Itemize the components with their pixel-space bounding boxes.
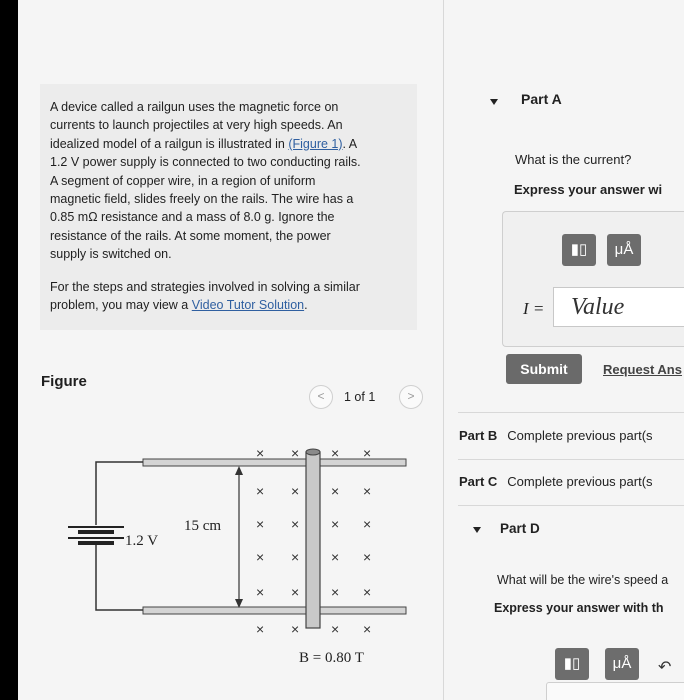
length-label: 15 cm — [184, 518, 222, 534]
part-c-title: Part C — [459, 474, 498, 489]
svg-text:×: × — [331, 445, 340, 461]
svg-text:×: × — [291, 621, 300, 637]
figure-pager-text: 1 of 1 — [344, 390, 376, 404]
svg-text:×: × — [363, 584, 372, 600]
figure-link[interactable]: (Figure 1) — [288, 136, 343, 151]
part-d-question: What will be the wire's speed a — [497, 573, 669, 587]
units-button[interactable]: μÅ — [605, 648, 639, 680]
part-a-collapse-icon[interactable] — [490, 99, 498, 105]
circuit-wire-top — [96, 462, 143, 525]
svg-text:×: × — [363, 483, 372, 499]
svg-text:×: × — [291, 516, 300, 532]
svg-text:×: × — [256, 549, 265, 565]
circuit-wire-bottom — [96, 545, 143, 610]
svg-text:×: × — [291, 549, 300, 565]
figure-label: Figure — [41, 373, 87, 390]
screen — [18, 0, 684, 700]
part-a-question: What is the current? — [515, 152, 632, 167]
svg-text:×: × — [256, 445, 265, 461]
svg-text:×: × — [363, 516, 372, 532]
svg-text:×: × — [256, 621, 265, 637]
svg-text:×: × — [363, 445, 372, 461]
part-a-instruction: Express your answer wi — [514, 182, 663, 197]
svg-text:×: × — [291, 445, 300, 461]
part-c-status: Complete previous part(s — [507, 474, 653, 489]
template-button[interactable]: ▮▯ — [555, 648, 589, 680]
length-dimension-arrow — [235, 466, 243, 608]
svg-text:×: × — [256, 483, 265, 499]
next-figure-button[interactable]: > — [399, 385, 423, 409]
part-b-row[interactable] — [459, 428, 653, 443]
svg-text:×: × — [291, 584, 300, 600]
request-answer-link[interactable]: Request Ans — [603, 362, 682, 377]
svg-text:×: × — [331, 621, 340, 637]
separator — [458, 412, 684, 413]
svg-text:×: × — [256, 516, 265, 532]
part-d-answer-input[interactable] — [546, 682, 684, 700]
units-button[interactable]: μÅ — [607, 234, 641, 266]
svg-text:×: × — [256, 584, 265, 600]
undo-icon[interactable]: ↶ — [658, 659, 672, 676]
strategy-text: For the steps and strategies involved in solving a similar problem, you may view a Video Tutor Solution. — [50, 279, 360, 313]
submit-button[interactable]: Submit — [506, 354, 582, 384]
separator — [458, 505, 684, 506]
voltage-label: 1.2 V — [125, 533, 159, 549]
part-d-collapse-icon[interactable] — [473, 527, 481, 533]
template-button[interactable]: ▮▯ — [562, 234, 596, 266]
svg-text:×: × — [363, 549, 372, 565]
part-c-row[interactable] — [459, 474, 653, 489]
svg-text:×: × — [331, 584, 340, 600]
part-a-title[interactable]: Part A — [521, 91, 562, 107]
current-value-input[interactable]: Value — [553, 287, 684, 327]
part-b-title: Part B — [459, 428, 498, 443]
part-d-title[interactable]: Part D — [500, 521, 540, 536]
svg-text:×: × — [331, 483, 340, 499]
svg-text:×: × — [331, 516, 340, 532]
field-label: B = 0.80 T — [299, 650, 364, 666]
railgun-figure — [18, 0, 448, 700]
problem-text: A device called a railgun uses the magnetic force on currents to launch projectiles at very high speeds. An idealized model of a railgun is illustrated in (Figure 1). A 1.2 V power supply is connected to two conducting rails. A segment of copper wire, in a region of uniform magnetic field, slides freely on the rails. The wire has a 0.85 mΩ resistance and a mass of 8.0 g. Ignore the resistance of the rails. At some moment, the power supply is switched on. — [50, 100, 361, 262]
svg-text:×: × — [363, 621, 372, 637]
bottom-rail — [143, 607, 406, 614]
svg-text:×: × — [291, 483, 300, 499]
sliding-wire — [306, 452, 320, 628]
prev-figure-button[interactable]: < — [309, 385, 333, 409]
separator — [458, 459, 684, 460]
video-tutor-link[interactable]: Video Tutor Solution — [191, 298, 305, 313]
current-variable-label: I = — [523, 299, 545, 318]
battery-icon — [68, 527, 124, 543]
part-d-instruction: Express your answer with th — [494, 601, 664, 615]
part-b-status: Complete previous part(s — [507, 428, 653, 443]
svg-text:×: × — [331, 549, 340, 565]
